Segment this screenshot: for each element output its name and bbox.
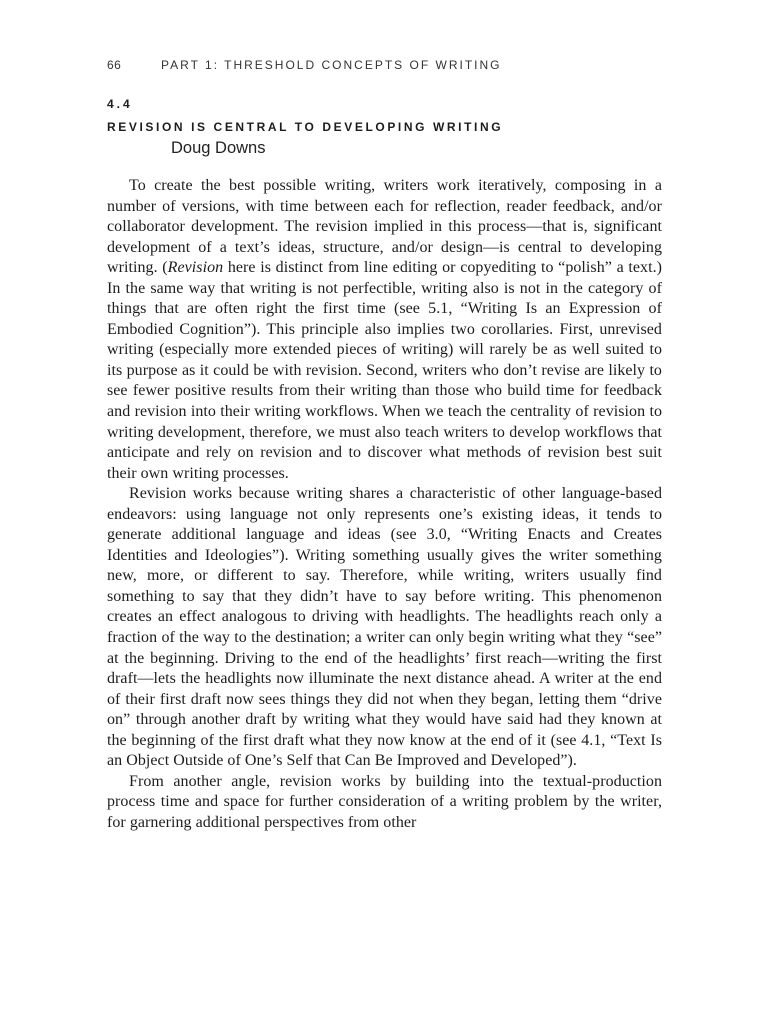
paragraph-1-text-a: To create the best possible writing, writers work iteratively, composing in a number of versions, with time between each for reflection, reader feedback, and/or collaborator development. The revision implied in this process—that is, significant development of a text’s ideas, structure, and/or design—is central to developing writing. ( — [107, 177, 662, 277]
paragraph-3: From another angle, revision works by building into the textual-production process time and space for further consideration of a writing problem by the writer, for garnering additional perspectives from other — [107, 772, 662, 831]
section-title: REVISION IS CENTRAL TO DEVELOPING WRITING — [107, 120, 504, 134]
paragraph-2: Revision works because writing shares a characteristic of other language-based endeavors: using language not only represents one’s existing ideas, it tends to generate additional language and ideas (see 3.0, “Writing Enacts and Creates Identities and Ideologies”). Writing something usually gives the writer something new, more, or different to say. Therefore, while writing, writers usually find something to say that they didn’t have to say before writing. This phenomenon creates an effect analogous to driving with headlights. The headlights reach only a fraction of the way to the destination; a writer can only begin writing what they “see” at the beginning. Driving to the end of the headlights’ first reach—writing the first draft—lets the headlights now illuminate the next distance ahead. A writer at the end of their first draft now sees things they did not when they began, letting them “drive on” through another draft by writing what they would have said had they known at the beginning of the first draft what they now know at the end of it (see 4.1, “Text Is an Object Outside of One’s Self that Can Be Improved and Developed”). — [107, 485, 662, 770]
running-head — [107, 58, 667, 72]
paragraph-1-italic-term: Revision — [167, 259, 224, 277]
running-head-title: PART 1: THRESHOLD CONCEPTS OF WRITING — [161, 58, 502, 72]
paragraph-1 — [107, 176, 662, 484]
author-name: Doug Downs — [171, 139, 266, 157]
body-text — [107, 176, 662, 834]
section-number: 4.4 — [107, 97, 133, 111]
page-number: 66 — [107, 58, 122, 72]
paragraph-1-text-b: here is distinct from line editing or copyediting to “polish” a text.) In the same way that writing is not perfectible, writing also is not in the category of things that are often right the first time (see 5.1, “Writing Is an Expression of Embodied Cognition”). This principle also implies two corollaries. First, unrevised writing (especially more extended pieces of writing) will rarely be as well suited to its purpose as it could be with revision. Second, writers who don’t revise are likely to see fewer positive results from their writing than those who build time for feedback and revision into their writing workflows. When we teach the centrality of revision to writing development, therefore, we must also teach writers to develop workflows that anticipate and rely on revision and to discover what methods of revision best suit their own writing processes. — [107, 259, 663, 482]
